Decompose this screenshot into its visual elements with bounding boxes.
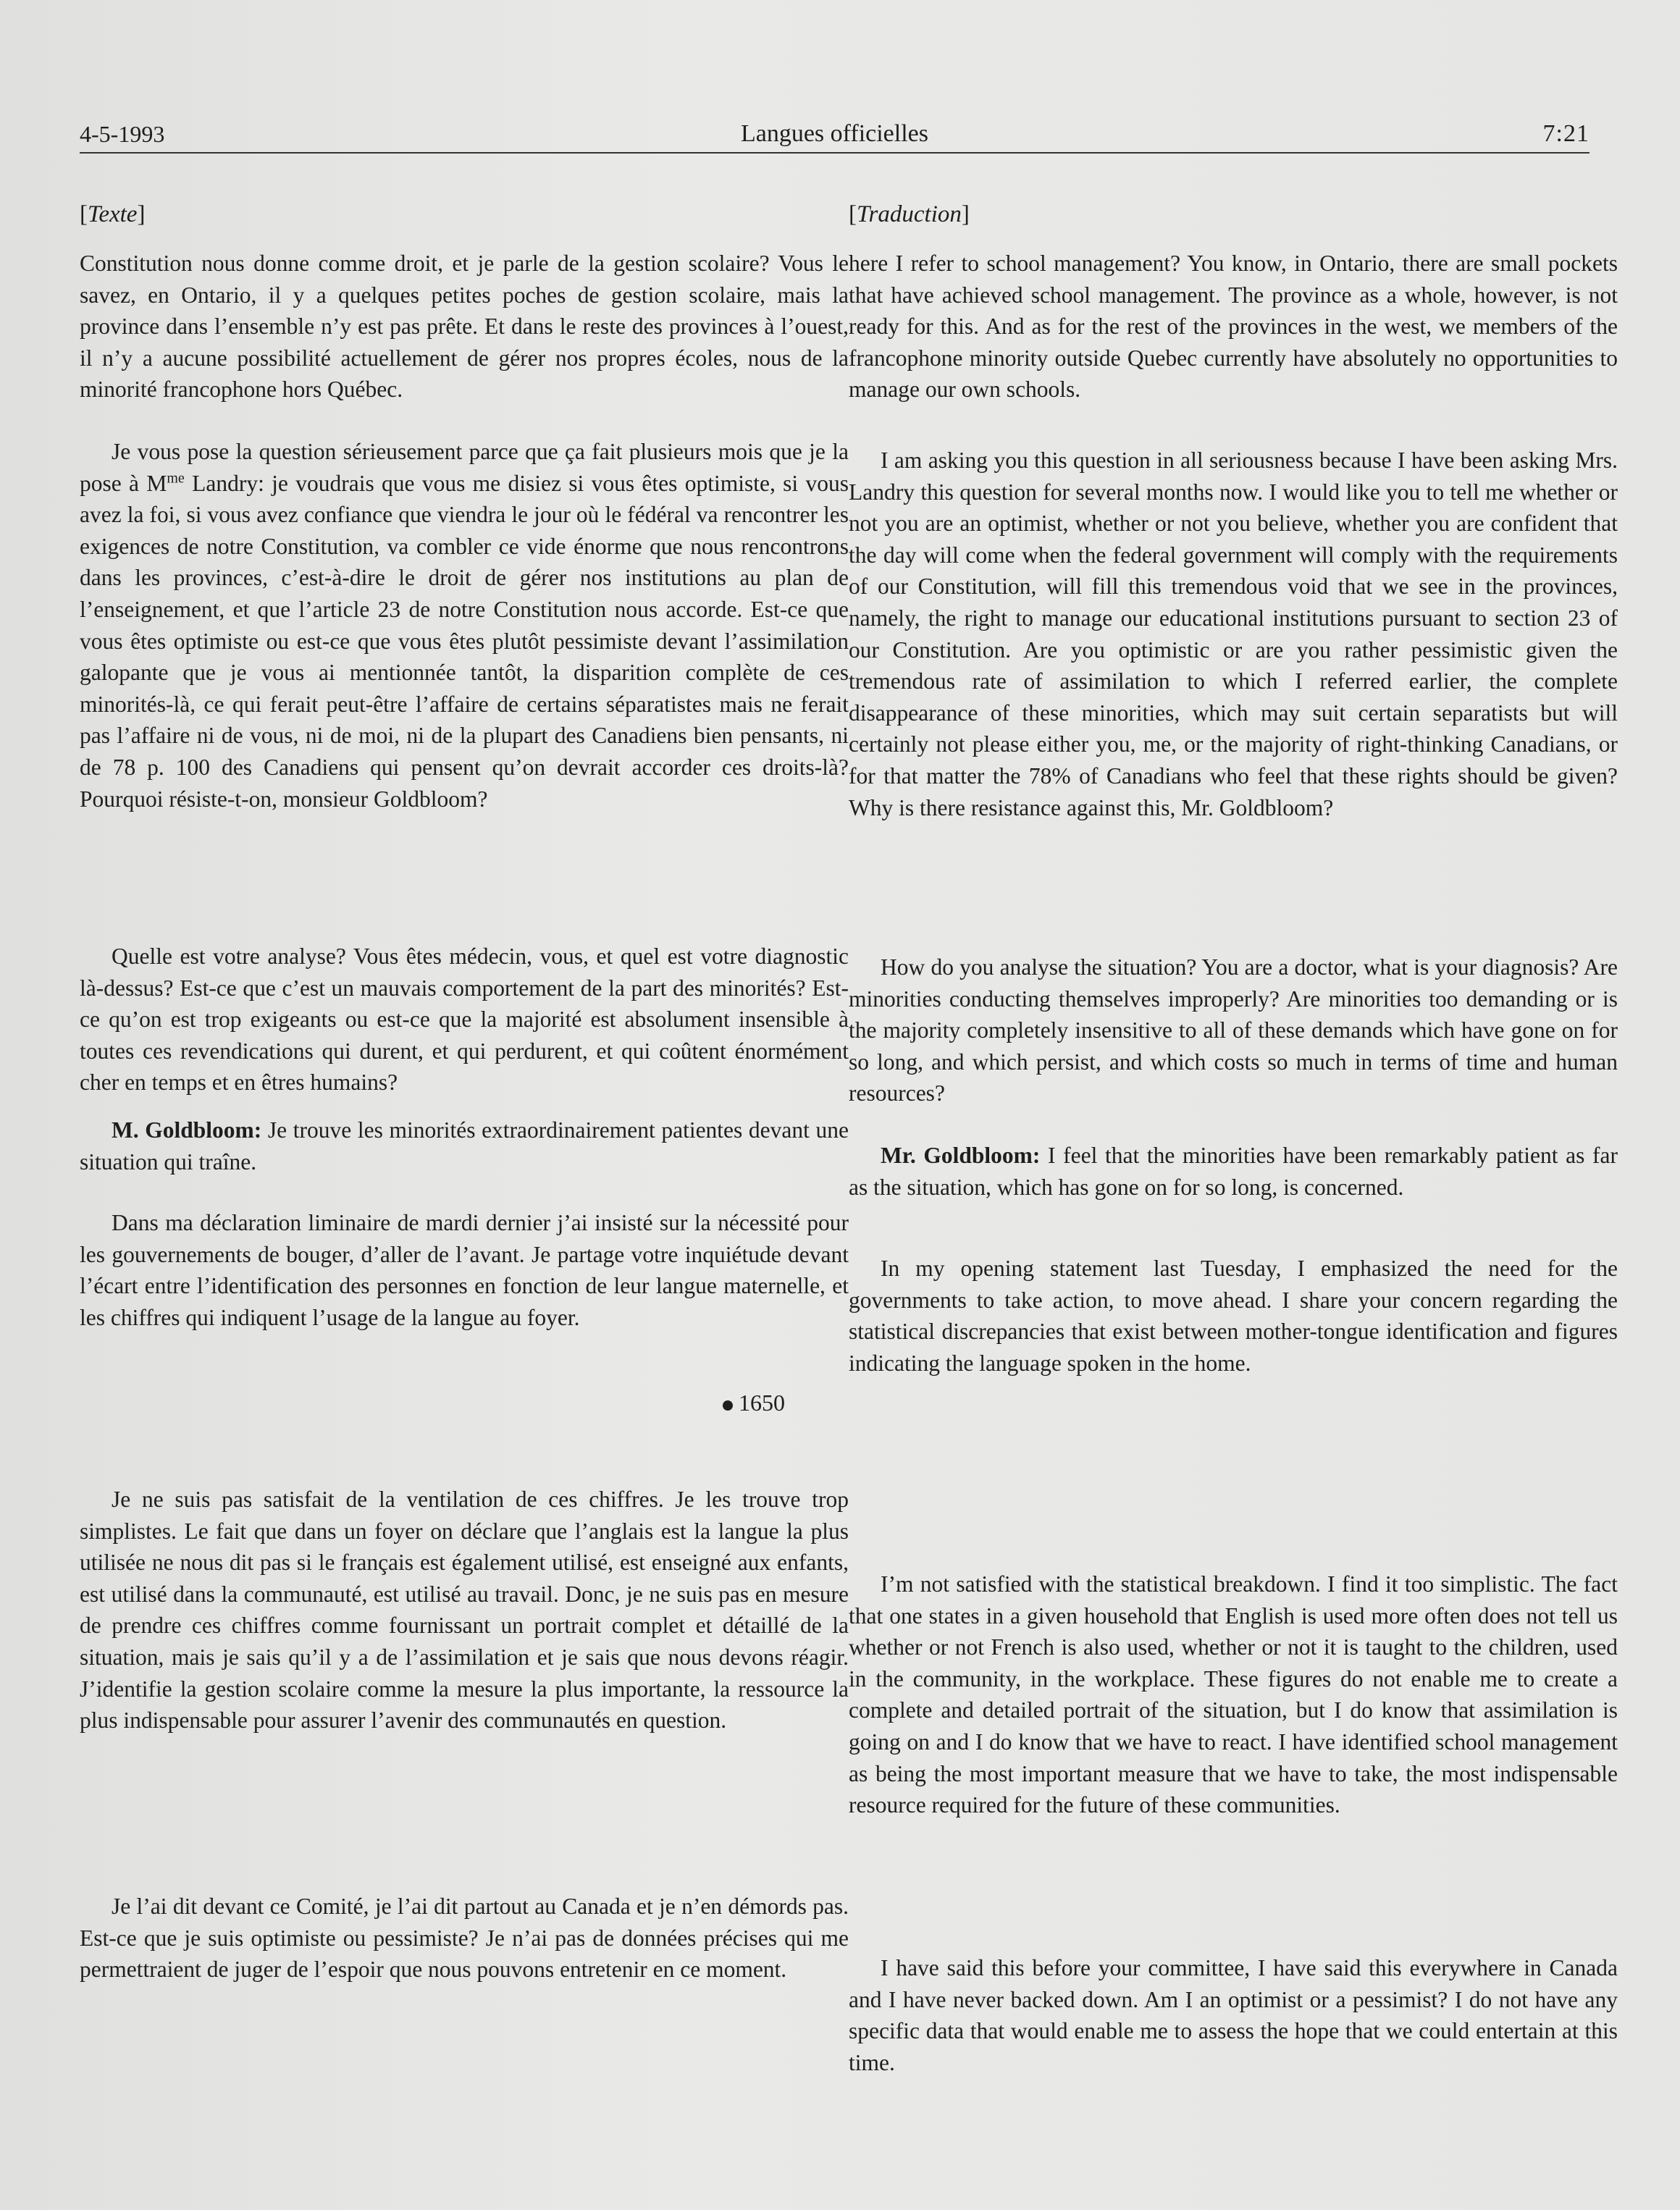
paragraph xyxy=(80,436,849,912)
column-label-traduction: [Traduction] xyxy=(849,201,970,227)
paragraph: here I refer to school management? You know, in Ontario, there are small pockets that have achieved school management. The province as a whole, however, is not ready for this. And as for the rest of the provinces in the west, we members of the francophone minority outside Quebec currently have absolutely no opportunities to manage our own schools. xyxy=(849,251,1618,403)
paragraph xyxy=(849,1140,1618,1237)
paragraph: I am asking you this question in all seriousness because I have been asking Mrs. Landry this question for several months now. I would like you to tell me whether or not you are an optimist, whether or not you believe, whether you are confident that the day will come when the federal government will comply with the requirements of our Constitution, will fill this tremendous void that we see in the provinces, namely, the right to manage our educational institutions pursuant to section 23 of our Constitution. Are you optimistic or are you rather pessimistic given the tremendous rate of assimilation to which I referred earlier, the complete disappearance of these minorities, which may suit certain separatists but will certainly not please either you, me, or the majority of right-thinking Canadians, or for that matter the 78% of Canadians who feel that these rights should be given? Why is there resistance against this, Mr. Goldbloom? xyxy=(849,448,1618,820)
superscript: me xyxy=(167,470,185,487)
paragraph-text: Je trouve les minorités extraordinairement patientes devant une situation qui traîne. xyxy=(80,1117,849,1175)
speaker-name: M. Goldbloom: xyxy=(112,1117,262,1143)
column-label-texte: [Texte] xyxy=(80,201,146,227)
header-page-number: 7:21 xyxy=(1542,120,1589,147)
header-date: 4-5-1993 xyxy=(80,121,165,147)
paragraph: Constitution nous donne comme droit, et je parle de la gestion scolaire? Vous le savez, en Ontario, il y a quelques petites poches de gestion scolaire, mais la province dans l’ensemble n’y est pas prête. Et dans le reste des provinces à l’ouest, il n’y a aucune possibilité actuellement de gérer nos propres écoles, nous de la minorité francophone hors Québec. xyxy=(80,251,849,403)
paragraph-text: Landry: je voudrais que vous me disiez si vous êtes optimiste, si vous avez la foi, si vous avez confiance que viendra le jour où le fédéral va rencontrer les exigences de notre Constitution, va combler ce vide énorme que nous rencontrons dans les provinces, c’est-à-dire le droit de gérer nos institutions au plan de l’enseignement, et que l’article 23 de notre Constitution nous accorde. Est-ce que vous êtes optimiste ou est-ce que vous êtes plutôt pessimiste devant l’assimilation galopante que je vous ai mentionnée tantôt, la disparition complète de ces minorités-là, ce qui ferait peut-être l’affaire de certains séparatistes mais ne ferait pas l’affaire ni de vous, ni de moi, ni de la plupart des Canadiens bien pensants, ni de 78 p. 100 des Canadiens qui pensent qu’on devrait accorder ces droits-là? Pourquoi résiste-t-on, monsieur Goldbloom? xyxy=(80,470,849,812)
paragraph: How do you analyse the situation? You are a doctor, what is your diagnosis? Are minorities conducting themselves improperly? Are minorities too demanding or is the majority completely insensitive to all of these demands which have gone on for so long, and which persist, and which costs so much in terms of time and human resources? xyxy=(849,954,1618,1106)
paragraph: Quelle est votre analyse? Vous êtes médecin, vous, et quel est votre diagnostic là-dessus? Est-ce que c’est un mauvais comportement de la part des minorités? Est-ce qu’on est trop exigeants ou est-ce que la majorité est absolument insensible à toutes ces revendications qui durent, et qui perdurent, et qui coûtent énormément cher en temps et en êtres humains? xyxy=(80,944,849,1096)
bullet-dot-icon xyxy=(723,1400,733,1411)
paragraph: Dans ma déclaration liminaire de mardi dernier j’ai insisté sur la nécessité pour les gouvernements de bouger, d’aller de l’avant. Je partage votre inquiétude devant l’écart entre l’identification des personnes en fonction de leur langue maternelle, et les chiffres qui indiquent l’usage de la langue au foyer. xyxy=(80,1210,849,1330)
right-column xyxy=(849,201,1618,2081)
paragraph-text: I feel that the minorities have been remarkably patient as far as the situation, which has gone on for so long, is concerned. xyxy=(849,1143,1618,1200)
speaker-name: Mr. Goldbloom: xyxy=(881,1143,1041,1168)
paragraph xyxy=(80,1114,849,1178)
paragraph: I’m not satisfied with the statistical breakdown. I find it too simplistic. The fact that one states in a given household that English is used more often does not tell us whether or not French is also used, whether or not it is taught to the children, used in the community, in the workplace. These figures do not enable me to create a complete and detailed portrait of the situation, but I do know that assimilation is going on and I do know that we have to react. I have identified school management as being the most important measure that we have to take, the most indispensable resource required for the future of these communities. xyxy=(849,1571,1618,1818)
time-marker-text: 1650 xyxy=(739,1390,785,1416)
time-marker xyxy=(80,1387,849,1419)
paragraph: Je l’ai dit devant ce Comité, je l’ai dit partout au Canada et je n’en démords pas. Est-ce que je suis optimiste ou pessimiste? Je n’ai pas de données précises qui me permettraient de juger de l’espoir que nous pouvons entretenir en ce moment. xyxy=(80,1894,849,1983)
column-label-text: Traduction xyxy=(857,201,962,227)
column-label-text: Texte xyxy=(88,201,138,227)
page-header xyxy=(80,109,1589,154)
paragraph: I have said this before your committee, I have said this everywhere in Canada and I have never backed down. Am I an optimist or a pessimist? I do not have any specific data that would enable me to assess the hope that we could entertain at this time. xyxy=(849,1955,1618,2075)
paragraph: Je ne suis pas satisfait de la ventilation de ces chiffres. Je les trouve trop simplistes. Le fait que dans un foyer on déclare que l’anglais est la langue la plus utilisée ne nous dit pas si le français est également utilisé, est enseigné aux enfants, est utilisé dans la communauté, est utilisé au travail. Donc, je ne suis pas en mesure de prendre ces chiffres comme fournissant un portrait complet et détaillé de la situation, mais je sais qu’il y a de l’assimilation et je sais que nous devons réagir. J’identifie la gestion scolaire comme la mesure la plus importante, la ressource la plus indispensable pour assurer l’avenir des communautés en question. xyxy=(80,1487,849,1734)
paragraph-text: Je vous pose la question sérieusement parce que ça fait plusieurs mois que je la pose à M xyxy=(80,439,849,496)
header-title: Langues officielles xyxy=(740,120,928,147)
paragraph: In my opening statement last Tuesday, I emphasized the need for the governments to take action, to move ahead. I share your concern regarding the statistical discrepancies that exist between mother-tongue identification and figures indicating the language spoken in the home. xyxy=(849,1256,1618,1376)
left-column xyxy=(80,201,849,2020)
